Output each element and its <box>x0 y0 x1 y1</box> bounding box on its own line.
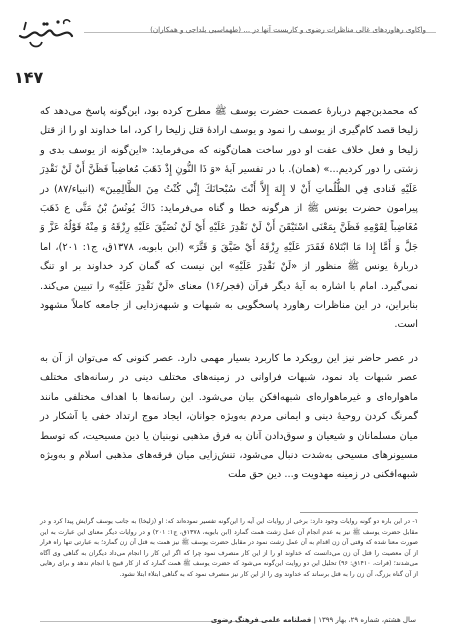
footer-text: سال هشتم، شماره ۲۹، بهار ۱۳۹۹ | فصلنامه علمی فرهنگ رضوی <box>210 616 416 624</box>
journal-logo-icon <box>14 12 78 52</box>
main-text <box>40 102 418 485</box>
journal-name: فصلنامه علمی فرهنگ رضوی <box>210 616 312 624</box>
running-title: واکاوی رهاوردهای غالی مناظرات رضوی و کاربست آنها در ... (طهماسبی بلداجی و همکاران) <box>150 25 426 34</box>
paragraph-2: در عصر حاضر نیز این رویکرد ما کاربرد بسیار مهمی دارد. عصر کنونی که می‌توان از آن به عصر شبهات یاد نمود، شبهات فراوانی در زمینه‌های مختلف دینی در رسانه‌های مختلف ماهواره‌ای و غیرماهواره‌ای شبهه‌افکن بیان می‌شود. این رسانه‌ها با اهداف مختلفی مانند گمرنگ کردن روحیهٔ دینی و ایمانی مردم به‌ویژه جوانان، ایجاد موج ارتداد خفی یا آشکار در میان مسلمانان و شیعیان و سوق‌دادن آنان به فرق مذهبی نوبنیان یا دین مسیحیت، که توسط مسیونرهای مسیحی به‌شدت دنبال می‌شود، تنش‌زایی میان فرقه‌های مذهبی اسلام و به‌ویژه شبهه‌افکنی در زمینه مهدویت و... دین حق ملت <box>40 352 418 481</box>
issue-info: سال هشتم، شماره ۲۹، بهار ۱۳۹۹ <box>318 616 416 624</box>
paragraph-1: که محمدبن‌جهم دربارهٔ عصمت حضرت یوسف ﷺ مطرح کرده بود، این‌گونه پاسخ می‌دهد که زلیخا قصد کام‌گیری از یوسف را نمود و یوسف ارادهٔ قتل زلیخا را کرد، اما خداوند او را از قتل زلیخا و فعل خلاف عفت او دور ساخت همان‌گونه که می‌فرماید: «این‌گونه از یوسف بدی و زشتی را دور کردیم...» (همان). با در تفسیر آیهٔ «وَ ذَا النُّونِ إِذْ ذَهَبَ مُغاضِباً فَظَنَّ أَنْ لَنْ نَقْدِرَ عَلَيْهِ فَنادى فِي الظُّلُماتِ أَنْ لا إِلهَ إِلاَّ أَنْتَ سُبْحانَكَ إِنِّي كُنْتُ مِنَ الظَّالِمِينَ» (انبیاء/۸۷) در پیرامون حضرت یونس ﷺ از هرگونه خطا و گناه می‌فرماید: ذَاكَ يُونُسُ بْنُ مَتَّى ع ذَهَبَ مُغَاضِباً لِقَوْمِهِ فَظَنَّ بِمَعْنَى اسْتَيْقَنَ أَنْ لَنْ نَقْدِرَ عَلَيْهِ أَيْ لَنْ نُضَيِّقَ عَلَيْهِ رِزْقَهُ وَ مِنْهُ قَوْلُهُ عَزَّ وَ جَلَّ وَ أَمَّا إِذا مَا ابْتَلاهُ فَقَدَرَ عَلَيْهِ رِزْقَهُ أَيْ ضَيَّقَ وَ قَتَّرَ» (ابن بابویه، ۱۳۷۸ق، ج۱: ۲۰۱)، اما دربارهٔ یونس ﷺ منظور از «لَنْ نَقْدِرَ عَلَيْهِ» این نیست که گمان کرد خداوند بر او تنگ نمی‌گیرد. امام با اشاره به آیهٔ دیگر قرآن (فجر/۱۶) معنای «لَنْ نَقْدِرَ عَلَيْهِ» را تبیین می‌کند. بنابراین، در این مناظرات رهاورد پاسخگویی به شبهات و شبهه‌زدایی از جامعه کاملاً مشهود است. <box>40 106 419 331</box>
footnotes: ۱- در این باره دو گونه روایات وجود دارد: برخی از روایات این آیه را این‌گونه تفسیر نموده‌اند که: او (زلیخا) به جانب یوسف گرایش پیدا کرد و در مقابل حضرت یوسف ﷺ نیز به عدم انجام آن عمل زشت همت گمارد (ابن بابویه، ۱۳۷۸ق، ج۱: ۲۰۱) و در روایات دیگر معنای این عبارت به این صورت معنا شده که وقتی آن زن اقدام به آن عمل زشت نمود در مقابل حضرت یوسف ﷺ نیز همت به قتل آن زن گمارد؛ به عبارتی تنها راه فرار از آن معصیت را قتل آن زن می‌دانست که خداوند او را از این کار منصرف نمود چرا که اگر این کار را انجام می‌داد دیگران به گناهی وی آگاه می‌شدند؛ (فرات، ۱۴۱۰ق: ۹۶) تحلیل این دو روایت این‌گونه می‌شود که حضرت یوسف ﷺ همت گمارد که از کار قبیح یا انجام ندهد و برای رهایی از آن گناه بزرگ، آن زن را به قتل برساند که خداوند وی را از این کار نیز منصرف نمود که به گناهی ابتلاء ابتلا نشود. <box>40 518 419 578</box>
page-header <box>14 10 436 56</box>
footnote-rule <box>300 512 418 513</box>
journal-logo <box>14 12 78 52</box>
page-number: ۱۴۷ <box>14 68 44 87</box>
page-footer <box>40 616 416 628</box>
